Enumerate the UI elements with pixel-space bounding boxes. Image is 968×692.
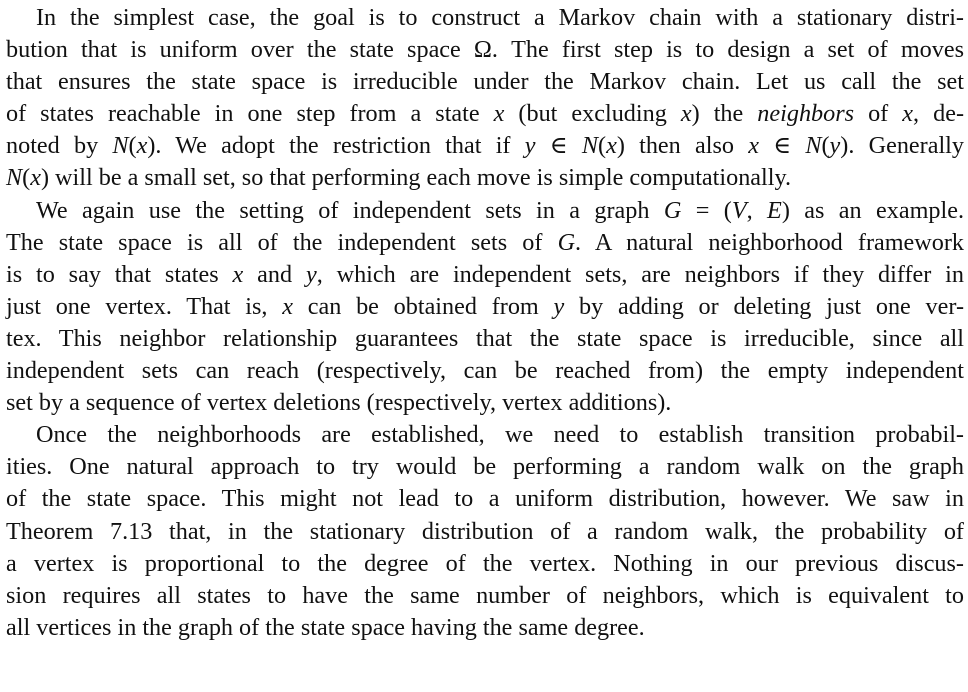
text-line: set by a sequence of vertex deletions (respectively, vertex additions). <box>6 389 672 417</box>
math-symbol: ∈ <box>535 132 582 160</box>
math-variable: V <box>731 196 747 224</box>
text-line: just one vertex. That is, x can be obtained from y by adding or deleting just one ver- <box>6 292 964 320</box>
text-line: The state space is all of the independent sets of G. A natural neighborhood framework <box>6 228 964 256</box>
text-line: noted by N(x). We adopt the restriction that if y ∈ N(x) then also x ∈ N(y). Generally <box>6 132 964 160</box>
math-variable: E <box>767 196 782 224</box>
text-line: In the simplest case, the goal is to construct a Markov chain with a stationary distri- <box>36 4 964 31</box>
text-line: all vertices in the graph of the state space having the same degree. <box>6 613 645 641</box>
math-variable: N <box>581 132 598 160</box>
math-variable: x <box>680 100 692 128</box>
math-variable: x <box>232 260 244 288</box>
math-variable: y <box>305 260 317 288</box>
text-line: is to say that states x and y, which are independent sets, are neighbors if they differ in <box>6 260 964 288</box>
text-line: bution that is uniform over the state space Ω. The first step is to design a set of moves <box>6 36 964 64</box>
text-line: N(x) will be a small set, so that performing each move is simple computationally. <box>6 164 792 192</box>
math-variable: N <box>6 164 23 192</box>
text-line: tex. This neighbor relationship guarantees that the state space is irreducible, since all <box>6 324 964 352</box>
text-line: We again use the setting of independent sets in a graph G = (V, E) as an example. <box>36 196 964 224</box>
emphasis-term: neighbors <box>757 100 855 128</box>
math-variable: G <box>663 196 682 224</box>
math-variable: y <box>524 132 536 160</box>
math-variable: N <box>805 132 822 160</box>
math-variable: x <box>282 292 293 320</box>
text-line: of states reachable in one step from a state x (but excluding x) the neighbors of x, de- <box>6 100 964 128</box>
text-line: independent sets can reach (respectively, can be reached from) the empty independent <box>6 357 964 385</box>
text-line: Theorem 7.13 that, in the stationary distribution of a random walk, the probability of <box>6 517 964 545</box>
math-variable: x <box>748 132 759 160</box>
math-symbol: ∈ <box>758 132 806 160</box>
text-line: Once the neighborhoods are established, we need to establish transition probabil- <box>36 421 964 449</box>
math-variable: x <box>902 100 914 128</box>
paragraph-1 <box>6 2 964 195</box>
text-line: a vertex is proportional to the degree of the vertex. Nothing in our previous discus- <box>6 549 964 577</box>
text-page <box>6 2 964 644</box>
text-line: that ensures the state space is irreducible under the Markov chain. Let us call the set <box>6 68 964 96</box>
text-line: sion requires all states to have the same number of neighbors, which is equivalent to <box>6 581 964 609</box>
math-variable: y <box>829 132 841 160</box>
paragraph-3 <box>6 419 964 644</box>
math-variable: G <box>557 228 576 256</box>
text-line: ities. One natural approach to try would be performing a random walk on the graph <box>6 453 964 481</box>
math-variable: N <box>112 132 129 160</box>
math-variable: y <box>553 292 565 320</box>
text-line: of the state space. This might not lead to a uniform distribution, however. We saw in <box>6 485 964 513</box>
math-variable: x <box>136 132 148 160</box>
math-variable: x <box>30 164 41 192</box>
math-variable: x <box>606 132 617 160</box>
paragraph-2 <box>6 195 964 420</box>
math-variable: x <box>493 100 505 128</box>
